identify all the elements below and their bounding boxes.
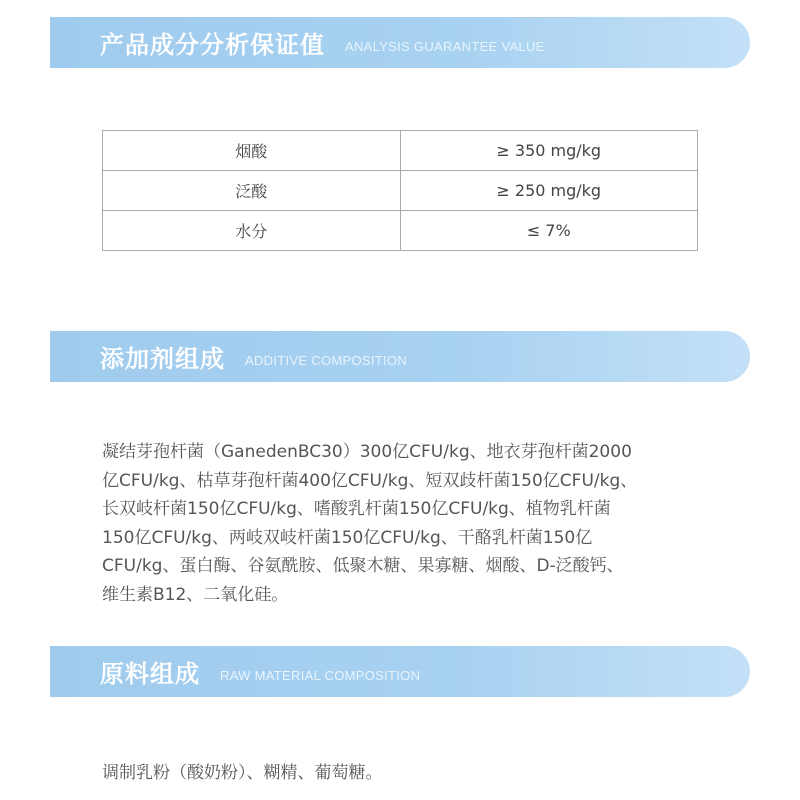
nutrient-value: ≥ 350 mg/kg — [400, 131, 698, 171]
section-subtitle: ANALYSIS GUARANTEE VALUE — [345, 39, 545, 54]
table-row — [103, 171, 698, 211]
nutrient-value: ≤ 7% — [400, 211, 698, 251]
section-title: 原料组成 — [100, 660, 200, 688]
table-row — [103, 131, 698, 171]
additive-composition-text — [102, 438, 722, 610]
text-line: CFU/kg、蛋白酶、谷氨酰胺、低聚木糖、果寡糖、烟酸、D-泛酸钙、 — [102, 556, 624, 577]
text-line: 150亿CFU/kg、两岐双岐杆菌150亿CFU/kg、干酪乳杆菌150亿 — [102, 527, 593, 548]
text-line: 长双岐杆菌150亿CFU/kg、嗜酸乳杆菌150亿CFU/kg、植物乳杆菌 — [102, 499, 611, 520]
raw-material-text: 调制乳粉（酸奶粉）、糊精、葡萄糖。 — [102, 763, 383, 783]
nutrient-name: 烟酸 — [103, 131, 401, 171]
text-line: 凝结芽孢杆菌（GanedenBC30）300亿CFU/kg、地衣芽孢杆菌2000 — [102, 442, 632, 462]
text-line: 亿CFU/kg、枯草芽孢杆菌400亿CFU/kg、短双歧杆菌150亿CFU/kg、 — [102, 470, 638, 491]
analysis-table — [102, 130, 698, 251]
text-line: 维生素B12、二氧化硅。 — [102, 584, 289, 605]
section-title: 添加剂组成 — [100, 345, 225, 373]
additive-section-header — [50, 331, 750, 382]
section-title: 产品成分分析保证值 — [100, 31, 325, 59]
analysis-section-header — [50, 17, 750, 68]
nutrient-value: ≥ 250 mg/kg — [400, 171, 698, 211]
section-subtitle: RAW MATERIAL COMPOSITION — [220, 668, 421, 683]
section-subtitle: ADDITIVE COMPOSITION — [245, 353, 408, 368]
raw-material-section-header — [50, 646, 750, 697]
nutrient-name: 泛酸 — [103, 171, 401, 211]
nutrient-name: 水分 — [103, 211, 401, 251]
table-row — [103, 211, 698, 251]
